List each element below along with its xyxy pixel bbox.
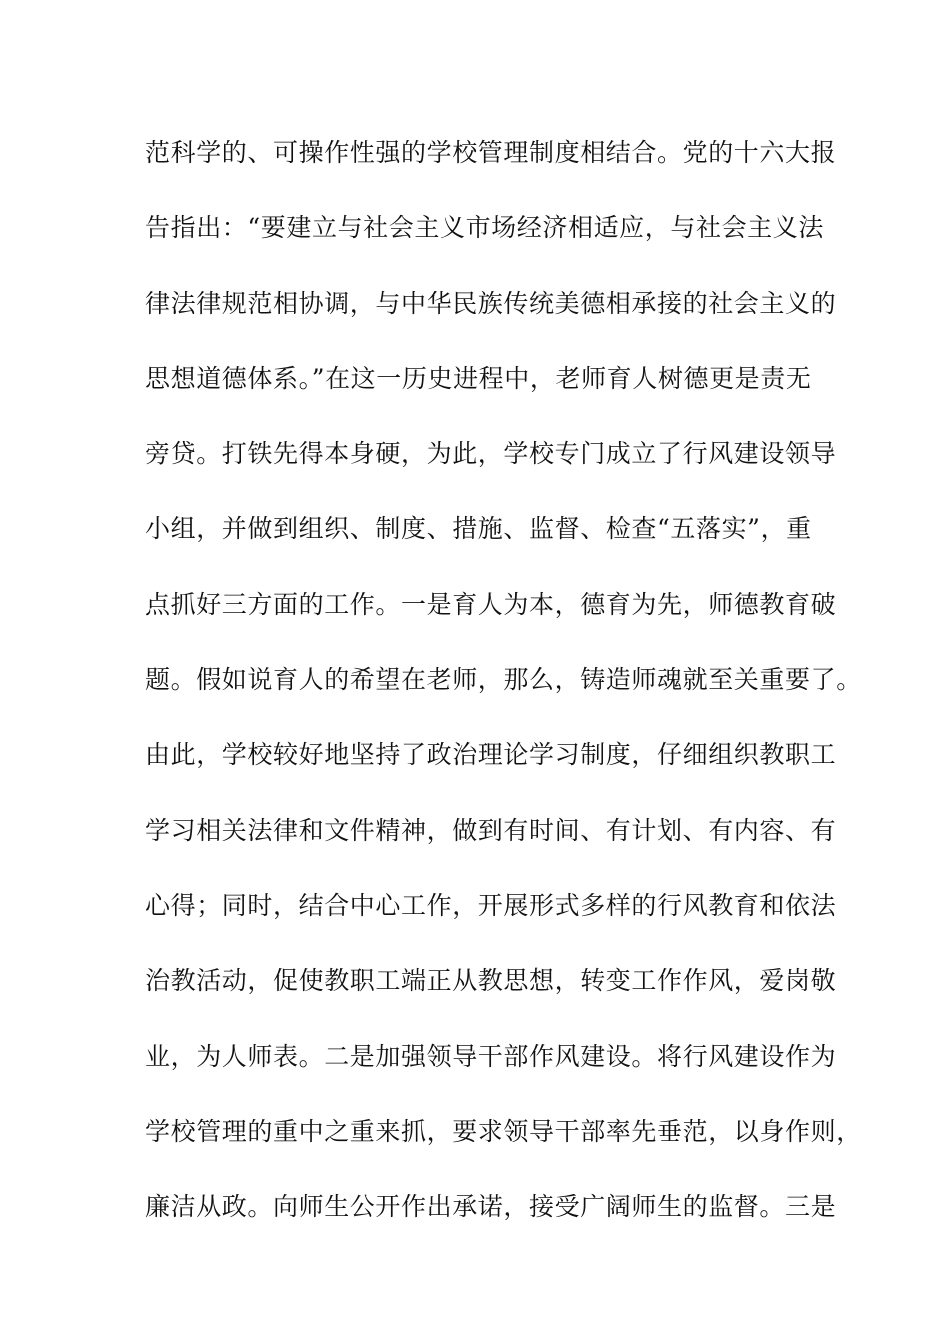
body-text — [145, 133, 862, 1262]
text-line: 业，为人师表。二是加强领导干部作风建设。将行风建设作为 — [145, 1041, 837, 1071]
text-line: 治教活动，促使教职工端正从教思想，转变工作作风，爱岗敬 — [145, 966, 837, 996]
text-line: 告指出：“要建立与社会主义市场经济相适应，与社会主义法 — [145, 213, 824, 243]
text-line: 廉洁从政。向师生公开作出承诺，接受广阔师生的监督。三是 — [145, 1192, 837, 1222]
text-line: 旁贷。打铁先得本身硬，为此，学校专门成立了行风建设领导 — [145, 439, 837, 469]
text-line: 学习相关法律和文件精神，做到有时间、有计划、有内容、有 — [145, 815, 837, 845]
text-line: 心得；同时，结合中心工作，开展形式多样的行风教育和依法 — [145, 890, 837, 920]
text-line: 小组，并做到组织、制度、措施、监督、检查“五落实”，重 — [145, 514, 812, 544]
text-line: 点抓好三方面的工作。一是育人为本，德育为先，师德教育破 — [145, 589, 837, 619]
text-line: 由此，学校较好地坚持了政治理论学习制度，仔细组织教职工 — [145, 740, 837, 770]
text-line: 学校管理的重中之重来抓，要求领导干部率先垂范，以身作则， — [145, 1116, 862, 1146]
text-line: 思想道德体系。”在这一历史进程中，老师育人树德更是责无 — [145, 363, 812, 393]
text-line: 范科学的、可操作性强的学校管理制度相结合。党的十六大报 — [145, 138, 837, 167]
text-line: 题。假如说育人的希望在老师，那么，铸造师魂就至关重要了。 — [145, 665, 862, 695]
text-line: 律法律规范相协调，与中华民族传统美德相承接的社会主义的 — [145, 288, 837, 318]
